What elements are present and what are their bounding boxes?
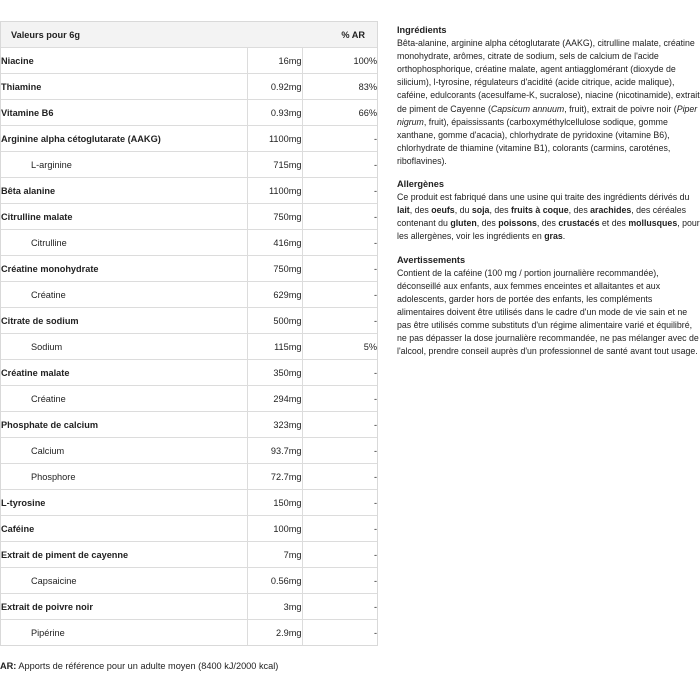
- table-row: [1, 360, 377, 386]
- table-subrow: [1, 230, 377, 256]
- nutrient-amount: 715mg: [247, 152, 302, 178]
- nutrition-table-header: [1, 22, 377, 48]
- warnings-text: [397, 267, 700, 359]
- text-segment: , des: [409, 205, 432, 216]
- table-subrow: [1, 152, 377, 178]
- text-segment: gluten: [450, 218, 477, 229]
- nutrient-ar-percent: 66%: [302, 100, 377, 126]
- table-row: [1, 256, 377, 282]
- nutrient-name: Citrulline malate: [1, 204, 247, 230]
- ingredients-text: [397, 37, 700, 168]
- nutrient-name: Créatine: [1, 282, 247, 308]
- text-segment: , pour les allergènes, voir les ingrédients en: [397, 218, 700, 242]
- nutrient-ar-percent: -: [302, 178, 377, 204]
- nutrient-name: Capsaicine: [1, 568, 247, 594]
- text-segment: gras: [544, 231, 563, 242]
- nutrient-amount: 1100mg: [247, 126, 302, 152]
- footnote-label: AR:: [0, 661, 17, 671]
- nutrient-name: Créatine malate: [1, 360, 247, 386]
- nutrient-ar-percent: -: [302, 568, 377, 594]
- table-row: [1, 516, 377, 542]
- nutrient-amount: 72.7mg: [247, 464, 302, 490]
- nutrient-amount: 1100mg: [247, 178, 302, 204]
- text-segment: soja: [471, 205, 490, 216]
- table-subrow: [1, 464, 377, 490]
- text-segment: lait: [397, 205, 410, 216]
- nutrient-amount: 150mg: [247, 490, 302, 516]
- nutrient-ar-percent: -: [302, 542, 377, 568]
- nutrient-ar-percent: 5%: [302, 334, 377, 360]
- ingredients-title: Ingrédients: [397, 25, 447, 35]
- table-subrow: [1, 334, 377, 360]
- nutrient-name: Caféine: [1, 516, 247, 542]
- nutrient-ar-percent: -: [302, 282, 377, 308]
- reference-footnote: [0, 661, 278, 671]
- product-info-panel: [397, 24, 700, 368]
- text-segment: mollusques: [628, 218, 678, 229]
- nutrient-amount: 7mg: [247, 542, 302, 568]
- text-segment: et des: [599, 218, 629, 229]
- nutrient-name: Niacine: [1, 48, 247, 74]
- nutrient-amount: 2.9mg: [275, 627, 302, 638]
- table-row: [1, 308, 377, 334]
- text-segment: , des: [536, 218, 559, 229]
- nutrient-name: L-tyrosine: [1, 490, 247, 516]
- nutrient-name: Créatine monohydrate: [1, 256, 247, 282]
- text-segment: , du: [454, 205, 472, 216]
- nutrient-name: Phosphore: [1, 464, 247, 490]
- table-row: [1, 490, 377, 516]
- text-segment: , des: [489, 205, 511, 216]
- footnote-text: Apports de référence pour un adulte moyen (8400 kJ/2000 kcal): [16, 661, 279, 671]
- nutrient-amount: 0.56mg: [247, 568, 302, 594]
- nutrient-ar-percent: -: [302, 230, 377, 256]
- nutrient-amount: 0.93mg: [247, 100, 302, 126]
- nutrient-ar-percent: -: [302, 620, 377, 646]
- table-subrow: [1, 568, 377, 594]
- nutrient-name: Thiamine: [1, 74, 247, 100]
- nutrient-name: Arginine alpha cétoglutarate (AAKG): [1, 126, 247, 152]
- nutrient-ar-percent: -: [302, 516, 377, 542]
- text-segment: poissons: [498, 218, 537, 229]
- nutrient-amount: 0.92mg: [247, 74, 302, 100]
- nutrient-name: Citrate de sodium: [1, 308, 247, 334]
- nutrient-ar-percent: -: [302, 360, 377, 386]
- nutrient-amount: 115mg: [247, 334, 302, 360]
- nutrient-name: Vitamine B6: [1, 100, 247, 126]
- nutrient-amount: 350mg: [247, 360, 302, 386]
- nutrient-ar-percent: -: [302, 152, 377, 178]
- text-segment: Ce produit est fabriqué dans une usine qui traite des ingrédients dérivés du: [397, 192, 690, 203]
- nutrient-ar-percent: 100%: [302, 48, 377, 74]
- nutrient-ar-percent: -: [302, 464, 377, 490]
- nutrient-amount: 16mg: [247, 48, 302, 74]
- text-segment: crustacés: [558, 218, 600, 229]
- text-segment: , des: [568, 205, 591, 216]
- nutrient-amount: 323mg: [247, 412, 302, 438]
- nutrient-ar-percent: -: [302, 204, 377, 230]
- text-segment: Bêta-alanine, arginine alpha cétoglutarate (AAKG), citrulline malate, créatine monohydrate, arômes, citrate de sodium, sels de calcium de l'acide orthophosphorique, créatine malate, agent antiagglomérant (dioxyde de silicium), l-tyrosine, régulateurs d'acidité (acide citrique, acide malique), caféine, edulcorants (acesulfame-K, sucralose), niacine (nicotinamide), extrait de piment de Cayenne (: [397, 38, 700, 114]
- allergens-text: [397, 191, 700, 243]
- text-segment: , des céréales contenant du: [397, 205, 687, 229]
- text-segment: Contient de la caféine (100 mg / portion journalière recommandée), déconseillé aux enfants, aux femmes enceintes et allaitantes et aux adolescents, garder hors de portée des enfants, les compléments alimentaires doivent être utilisés dans le cadre d'un mode de vie sain et ne pas être utilisés comme substituts d'un régime alimentaire varié et équilibré, ne pas dépasser la dose journalière recommandée, ne pas mélanger avec de l'alcool, prendre conseil auprès d'un professionnel de santé avant tout usage.: [397, 267, 699, 357]
- nutrient-amount: 629mg: [247, 282, 302, 308]
- warnings-title: Avertissements: [397, 254, 466, 265]
- nutrient-ar-percent: 83%: [302, 74, 377, 100]
- table-subrow: [1, 386, 377, 412]
- nutrient-ar-percent: -: [302, 386, 377, 412]
- nutrient-name: L-arginine: [1, 152, 247, 178]
- text-segment: , fruit), extrait de poivre noir (: [564, 103, 677, 114]
- table-subrow: [1, 620, 377, 646]
- text-segment: .: [562, 231, 566, 242]
- table-row: [1, 74, 377, 100]
- table-row: [1, 594, 377, 620]
- nutrient-name: Extrait de piment de cayenne: [1, 542, 247, 568]
- nutrient-amount: 294mg: [247, 386, 302, 412]
- nutrient-amount: 3mg: [247, 594, 302, 620]
- nutrient-name: Extrait de poivre noir: [1, 594, 247, 620]
- nutrient-amount: 100mg: [247, 516, 302, 542]
- table-row: [1, 542, 377, 568]
- nutrient-amount: 416mg: [247, 230, 302, 256]
- table-row: [1, 204, 377, 230]
- nutrient-name: Phosphate de calcium: [1, 412, 247, 438]
- text-segment: , fruit), épaississants (carboxyméthylcellulose sodique, gomme xanthane, gomme d'acacia), chlorhydrate de pyridoxine (vitamine B6), chlorhydrate de thiamine (vitamine B1), colorants (carmins, caroténes, riboflavines).: [397, 116, 671, 166]
- nutrient-amount: 93.7mg: [247, 438, 302, 464]
- nutrient-name: Créatine: [1, 386, 247, 412]
- nutrient-ar-percent: -: [302, 308, 377, 334]
- nutrient-name: Bêta alanine: [1, 178, 247, 204]
- text-segment: , des: [476, 218, 499, 229]
- nutrient-name: Pipérine: [1, 620, 247, 646]
- nutrient-ar-percent: -: [302, 490, 377, 516]
- text-segment: fruits à coque: [510, 205, 569, 216]
- table-row: [1, 178, 377, 204]
- nutrition-table: [1, 22, 377, 645]
- table-row: [1, 412, 377, 438]
- nutrient-ar-percent: -: [302, 438, 377, 464]
- header-ar-label: % AR: [302, 22, 377, 48]
- nutrient-name: Sodium: [1, 334, 247, 360]
- nutrient-amount: 750mg: [247, 256, 302, 282]
- nutrient-ar-percent: -: [302, 412, 377, 438]
- nutrient-ar-percent: -: [302, 594, 377, 620]
- table-row: [1, 100, 377, 126]
- nutrition-table-container: [0, 21, 378, 646]
- table-subrow: [1, 438, 377, 464]
- nutrition-table-body: [1, 48, 377, 646]
- text-segment: Capsicum annuum: [490, 103, 565, 114]
- text-segment: arachides: [590, 205, 632, 216]
- table-row: [1, 126, 377, 152]
- header-serving-label: Valeurs pour 6g: [1, 22, 302, 48]
- text-segment: Piper nigrum: [397, 103, 698, 127]
- nutrient-amount: 750mg: [247, 204, 302, 230]
- nutrient-name: Calcium: [1, 438, 247, 464]
- nutrient-name: Citrulline: [1, 230, 247, 256]
- text-segment: oeufs: [431, 205, 455, 216]
- table-subrow: [1, 282, 377, 308]
- nutrient-ar-percent: -: [302, 256, 377, 282]
- table-row: [1, 48, 377, 74]
- nutrient-amount: 500mg: [247, 308, 302, 334]
- allergens-title: Allergènes: [397, 179, 444, 190]
- nutrient-ar-percent: -: [302, 126, 377, 152]
